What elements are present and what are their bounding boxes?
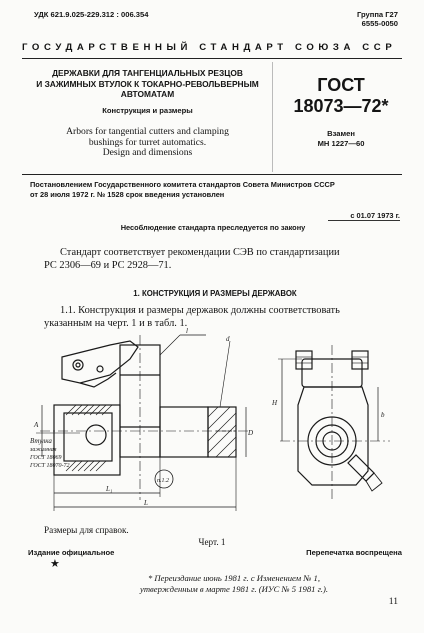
label-clamping: зажимная — [30, 447, 57, 453]
group-code — [357, 10, 398, 28]
front-screw-right — [352, 351, 368, 369]
intro-line-2: РС 2306—69 и РС 2928—71. — [44, 260, 172, 271]
bushing-bore — [86, 425, 106, 445]
title-subtitle: Конструкция и размеры — [102, 105, 193, 115]
side-view — [36, 335, 250, 511]
dim-label-A: A — [34, 421, 39, 429]
page-number: 11 — [388, 596, 398, 607]
note-tag-label: п.1.2 — [157, 478, 169, 484]
date-underline — [328, 220, 400, 221]
dim-label-b: b — [381, 411, 385, 419]
title-divider — [272, 62, 273, 172]
leader-l-arrow — [160, 335, 180, 355]
gost-designation — [286, 76, 396, 148]
technical-drawing — [20, 327, 412, 520]
label-gost-1: ГОСТ 18069 — [30, 455, 62, 461]
replaced-code: МН 1227—60 — [317, 138, 365, 148]
dim-label-L: L — [144, 499, 148, 507]
label-bushing: Втулка — [30, 437, 52, 445]
replaced-standard — [286, 129, 396, 148]
title-en-line-3: Design and dimensions — [102, 147, 193, 158]
dim-label-d: d — [226, 335, 230, 343]
section-title: 1. КОНСТРУКЦИЯ И РАЗМЕРЫ ДЕРЖАВОК — [133, 289, 297, 298]
title-english — [40, 127, 255, 159]
prosecution-note: Несоблюдение стандарта преследуется по закону — [120, 223, 306, 232]
title-line-3: АВТОМАТАМ — [120, 89, 175, 99]
decree-rule — [22, 174, 402, 175]
title-line-2: И ЗАЖИМНЫХ ВТУЛОК К ТОКАРНО-РЕВОЛЬВЕРНЫМ — [36, 78, 259, 89]
dim-label-l: l — [186, 327, 188, 335]
top-rule — [22, 58, 402, 59]
front-view — [278, 345, 390, 500]
gost-number: 18073—72* — [293, 96, 389, 116]
title-en-line-1: Arbors for tangential cutters and clamping — [66, 126, 229, 137]
dim-label-D: D — [248, 429, 254, 437]
intro-line-1: Стандарт соответствует рекомендации СЭВ по стандартизации — [60, 247, 340, 258]
replaced-label: Взамен — [327, 129, 355, 138]
official-edition: Издание официальное — [28, 548, 115, 557]
clause-line-2: указанным на черт. 1 и в табл. 1. — [44, 318, 188, 329]
shank-hatch — [208, 407, 236, 457]
clause-paragraph — [44, 304, 398, 330]
figure-label: Черт. 1 — [198, 537, 226, 547]
effective-date: с 01.07 1973 г. — [350, 211, 400, 220]
reissue-line-2: утвержденным в марте 1981 г. (ИУС № 5 1981 г.). — [140, 584, 328, 594]
dim-label-L1: L₁ — [106, 485, 113, 493]
front-lock-screw-head — [366, 473, 382, 491]
gost-name: ГОСТ — [317, 75, 365, 95]
label-gost-2: ГОСТ 18070-72 — [30, 463, 70, 469]
title-en-line-2: bushings for turret automatics. — [88, 136, 207, 148]
shank-end — [208, 407, 236, 457]
front-screw-left — [296, 351, 312, 369]
clamp-screw-center — [76, 363, 80, 367]
state-standard-heading: ГОСУДАРСТВЕННЫЙ СТАНДАРТ СОЮЗА ССР — [22, 42, 397, 53]
dim-label-H: H — [272, 399, 278, 407]
shank — [160, 407, 208, 457]
reissue-note — [84, 573, 384, 595]
sizes-note: Размеры для справок. — [44, 525, 129, 535]
reissue-line-1: * Переиздание июнь 1981 г. с Изменением № 1, — [147, 573, 320, 583]
clamp-screw-head — [73, 360, 83, 370]
star-mark: ★ — [50, 558, 60, 570]
title-line-1: ДЕРЖАВКИ ДЛЯ ТАНГЕНЦИАЛЬНЫХ РЕЗЦОВ — [52, 68, 243, 78]
intro-paragraph — [44, 246, 398, 272]
decree-line-2: от 28 июля 1972 г. № 1528 срок введения установлен — [30, 189, 225, 199]
leader-d — [220, 341, 230, 407]
udc-code: УДК 621.9.025-229.312 : 006.354 — [34, 10, 149, 19]
classifier-code: 6555-0050 — [361, 19, 398, 28]
group-label: Группа Г27 — [356, 10, 398, 19]
title-russian — [30, 68, 265, 116]
bushing-inner — [64, 413, 112, 461]
reprint-forbidden: Перепечатка воспрещена — [306, 548, 402, 557]
clause-line-1: 1.1. Конструкция и размеры державок должны соответствовать — [60, 305, 340, 316]
decree-text — [30, 180, 400, 199]
decree-line-1: Постановлением Государственного комитета стандартов Совета Министров СССР — [30, 180, 335, 189]
pin-hole — [97, 366, 103, 372]
